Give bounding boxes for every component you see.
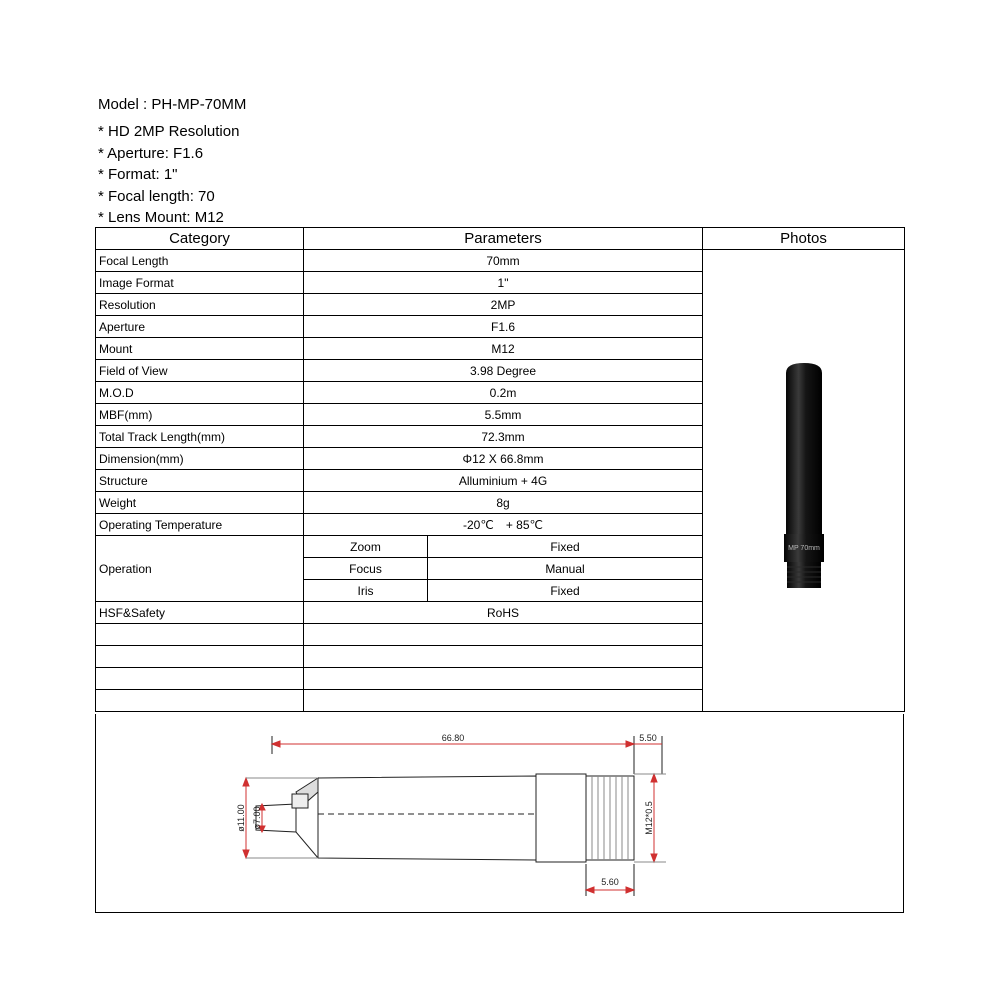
row-label: Mount bbox=[96, 338, 304, 360]
empty-cell bbox=[96, 690, 304, 712]
empty-cell bbox=[304, 624, 703, 646]
row-label: Weight bbox=[96, 492, 304, 514]
row-label: Structure bbox=[96, 470, 304, 492]
dim-inner-diameter: ø7.00 bbox=[252, 806, 262, 830]
row-label: Total Track Length(mm) bbox=[96, 426, 304, 448]
operation-item-value: Fixed bbox=[428, 536, 703, 558]
row-value: 3.98 Degree bbox=[304, 360, 703, 382]
spec-header bbox=[98, 95, 246, 229]
row-value: -20℃ + 85℃ bbox=[304, 514, 703, 536]
row-value: M12 bbox=[304, 338, 703, 360]
row-value: F1.6 bbox=[304, 316, 703, 338]
dimension-drawing-box bbox=[95, 714, 904, 913]
model-title: Model : PH-MP-70MM bbox=[98, 96, 247, 113]
operation-item-value: Manual bbox=[428, 558, 703, 580]
header-category: Category bbox=[96, 228, 304, 250]
operation-item-name: Iris bbox=[304, 580, 428, 602]
operation-item-name: Focus bbox=[304, 558, 428, 580]
dim-end-length: 5.50 bbox=[639, 733, 657, 743]
feature-format: * Format: 1" bbox=[98, 166, 178, 183]
row-value: Alluminium + 4G bbox=[304, 470, 703, 492]
row-value: 5.5mm bbox=[304, 404, 703, 426]
safety-label: HSF&Safety bbox=[96, 602, 304, 624]
lens-photo bbox=[764, 359, 844, 599]
operation-item-value: Fixed bbox=[428, 580, 703, 602]
empty-cell bbox=[304, 690, 703, 712]
dim-thread: M12*0.5 bbox=[644, 801, 654, 835]
empty-cell bbox=[304, 646, 703, 668]
empty-cell bbox=[304, 668, 703, 690]
operation-item-name: Zoom bbox=[304, 536, 428, 558]
feature-aperture: * Aperture: F1.6 bbox=[98, 144, 204, 162]
row-value: 70mm bbox=[304, 250, 703, 272]
row-label: MBF(mm) bbox=[96, 404, 304, 426]
row-label: Focal Length bbox=[96, 250, 304, 272]
empty-cell bbox=[96, 624, 304, 646]
table-header-row bbox=[96, 228, 905, 250]
feature-resolution: * HD 2MP Resolution bbox=[98, 123, 240, 140]
operation-label: Operation bbox=[96, 536, 304, 602]
row-value: Φ12 X 66.8mm bbox=[304, 448, 703, 470]
empty-cell bbox=[96, 668, 304, 690]
row-value: 2MP bbox=[304, 294, 703, 316]
dimension-drawing bbox=[96, 714, 903, 912]
lens-photo-cell bbox=[703, 250, 905, 712]
row-label: M.O.D bbox=[96, 382, 304, 404]
feature-focal-length: * Focal length: 70 bbox=[98, 187, 215, 205]
table-row bbox=[96, 250, 905, 272]
header-parameters: Parameters bbox=[304, 228, 703, 250]
row-value: 1" bbox=[304, 272, 703, 294]
row-value: 0.2m bbox=[304, 382, 703, 404]
dim-outer-diameter: ø11.00 bbox=[236, 804, 246, 832]
row-value: 72.3mm bbox=[304, 426, 703, 448]
dim-length: 66.80 bbox=[441, 733, 465, 743]
lens-label: MP 70mm bbox=[787, 545, 820, 552]
row-value: 8g bbox=[304, 492, 703, 514]
safety-value: RoHS bbox=[304, 602, 703, 624]
empty-cell bbox=[96, 646, 304, 668]
header-photos: Photos bbox=[703, 228, 905, 250]
row-label: Aperture bbox=[96, 316, 304, 338]
row-label: Image Format bbox=[96, 272, 304, 294]
row-label: Resolution bbox=[96, 294, 304, 316]
spec-table bbox=[95, 227, 905, 712]
dim-thread-length: 5.60 bbox=[601, 877, 619, 887]
feature-lens-mount: * Lens Mount: M12 bbox=[98, 209, 224, 226]
row-label: Field of View bbox=[96, 360, 304, 382]
row-label: Operating Temperature bbox=[96, 514, 304, 536]
row-label: Dimension(mm) bbox=[96, 448, 304, 470]
